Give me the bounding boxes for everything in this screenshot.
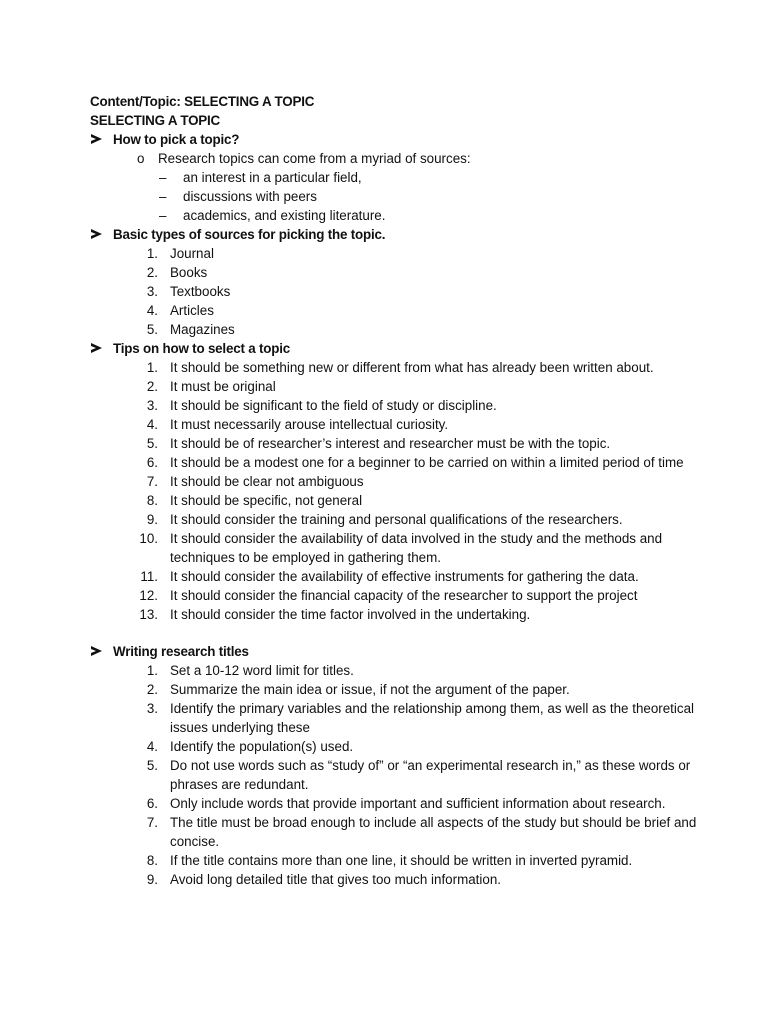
list-item [90, 586, 708, 605]
list-item-text: academics, and existing literature. [183, 208, 386, 223]
list-item-number: 1. [146, 246, 158, 261]
page-subtitle: SELECTING A TOPIC [90, 112, 221, 128]
list-item [90, 434, 708, 453]
circle-bullet-icon: o [137, 151, 145, 166]
section-heading-text: Basic types of sources for picking the topic. [113, 227, 386, 242]
list-item-text: It should consider the availability of data involved in the study and the methods and techniques to be employed in gathering them. [170, 531, 663, 565]
list-item-text: It should consider the availability of effective instruments for gathering the data. [170, 569, 639, 584]
spacer [90, 624, 708, 642]
list-item [90, 168, 708, 187]
list-item [90, 699, 708, 737]
dash-bullet-icon: – [159, 208, 167, 223]
list-item [90, 851, 708, 870]
list-item-number: 2. [146, 265, 158, 280]
list-item-number: 3. [146, 701, 158, 716]
list-item [90, 661, 708, 680]
list-item-text: Identify the primary variables and the relationship among them, as well as the theoretical issues underlying these [170, 701, 695, 735]
list-item [90, 263, 708, 282]
list-item [90, 149, 708, 168]
list-item-number: 11. [140, 569, 158, 584]
list-item-number: 4. [146, 303, 158, 318]
numbered-list-tips [90, 358, 708, 624]
section-heading-source-types [90, 225, 708, 244]
list-item-number: 1. [146, 360, 158, 375]
list-item-number: 7. [146, 815, 158, 830]
numbered-list-title-rules [90, 661, 708, 889]
list-item-number: 12. [139, 588, 158, 603]
dash-bullet-icon: – [159, 170, 167, 185]
list-item-number: 13. [139, 607, 158, 622]
list-item-text: Journal [170, 246, 214, 261]
list-item-text: The title must be broad enough to include all aspects of the study but should be brief and concise. [170, 815, 697, 849]
list-item-text: Set a 10-12 word limit for titles. [170, 663, 354, 678]
list-item-text: It should be specific, not general [170, 493, 363, 508]
list-item-text: If the title contains more than one line, it should be written in inverted pyramid. [170, 853, 633, 868]
section-heading-writing-titles [90, 642, 708, 661]
list-item-text: It should be significant to the field of study or discipline. [170, 398, 497, 413]
list-item [90, 870, 708, 889]
list-item [90, 472, 708, 491]
content-topic-title: Content/Topic: SELECTING A TOPIC [90, 94, 315, 109]
list-item-number: 8. [146, 493, 158, 508]
list-item [90, 377, 708, 396]
list-item-text: It should be something new or different from what has already been written about. [170, 360, 654, 375]
list-item [90, 358, 708, 377]
list-item-number: 5. [146, 436, 158, 451]
list-item-number: 10. [139, 531, 158, 546]
list-item-text: Textbooks [170, 284, 231, 299]
list-item [90, 510, 708, 529]
list-item [90, 320, 708, 339]
list-item-text: Summarize the main idea or issue, if not the argument of the paper. [170, 682, 570, 697]
list-item [90, 813, 708, 851]
dash-bullet-icon: – [159, 189, 167, 204]
list-item-text: It must be original [170, 379, 276, 394]
list-item [90, 396, 708, 415]
dash-list [90, 168, 708, 225]
list-item [90, 187, 708, 206]
numbered-list-sources [90, 244, 708, 339]
list-item [90, 680, 708, 699]
list-item [90, 301, 708, 320]
list-item [90, 737, 708, 756]
section-heading-pick-topic [90, 130, 708, 149]
list-item-text: Avoid long detailed title that gives too much information. [170, 872, 501, 887]
list-item [90, 756, 708, 794]
section-heading-text: Writing research titles [113, 644, 249, 659]
list-item [90, 567, 708, 586]
list-item [90, 491, 708, 510]
list-item-text: Books [170, 265, 208, 280]
list-item [90, 244, 708, 263]
list-item-number: 5. [146, 322, 158, 337]
list-item-number: 2. [146, 682, 158, 697]
list-item [90, 605, 708, 624]
list-item-text: It should be clear not ambiguous [170, 474, 364, 489]
list-item-number: 7. [146, 474, 158, 489]
list-item-text: Do not use words such as “study of” or “an experimental research in,” as these words or phrases are redundant. [170, 758, 691, 792]
list-item [90, 453, 708, 472]
list-item-text: Magazines [170, 322, 235, 337]
list-item-text: Only include words that provide important and sufficient information about research. [170, 796, 666, 811]
list-item-number: 5. [146, 758, 158, 773]
list-item [90, 529, 708, 567]
list-item-number: 6. [146, 455, 158, 470]
list-item-text: It must necessarily arouse intellectual curiosity. [170, 417, 449, 432]
list-item [90, 206, 708, 225]
list-item-number: 9. [146, 512, 158, 527]
list-item-number: 2. [146, 379, 158, 394]
list-item [90, 794, 708, 813]
section-heading-text: How to pick a topic? [113, 132, 240, 147]
list-item-number: 6. [146, 796, 158, 811]
list-item-number: 1. [146, 663, 158, 678]
list-item [90, 282, 708, 301]
list-item-text: It should consider the financial capacity of the researcher to support the project [170, 588, 638, 603]
list-item-number: 8. [146, 853, 158, 868]
list-item-text: Identify the population(s) used. [170, 739, 354, 754]
section-heading-tips [90, 339, 708, 358]
list-item-number: 3. [146, 284, 158, 299]
list-item-text: an interest in a particular field, [183, 170, 362, 185]
section-heading-text: Tips on how to select a topic [113, 341, 290, 356]
list-item [90, 415, 708, 434]
list-item-text: Articles [170, 303, 214, 318]
list-item-text: It should consider the time factor involved in the undertaking. [170, 607, 531, 622]
list-item-text: It should consider the training and personal qualifications of the researchers. [170, 512, 623, 527]
list-item-number: 4. [146, 739, 158, 754]
list-item-text: It should be a modest one for a beginner to be carried on within a limited period of time [170, 455, 684, 470]
list-item-text: discussions with peers [183, 189, 317, 204]
list-item-text: Research topics can come from a myriad of sources: [158, 151, 471, 166]
list-item-text: It should be of researcher’s interest and researcher must be with the topic. [170, 436, 611, 451]
list-item-number: 4. [146, 417, 158, 432]
list-item-number: 9. [146, 872, 158, 887]
list-item-number: 3. [146, 398, 158, 413]
